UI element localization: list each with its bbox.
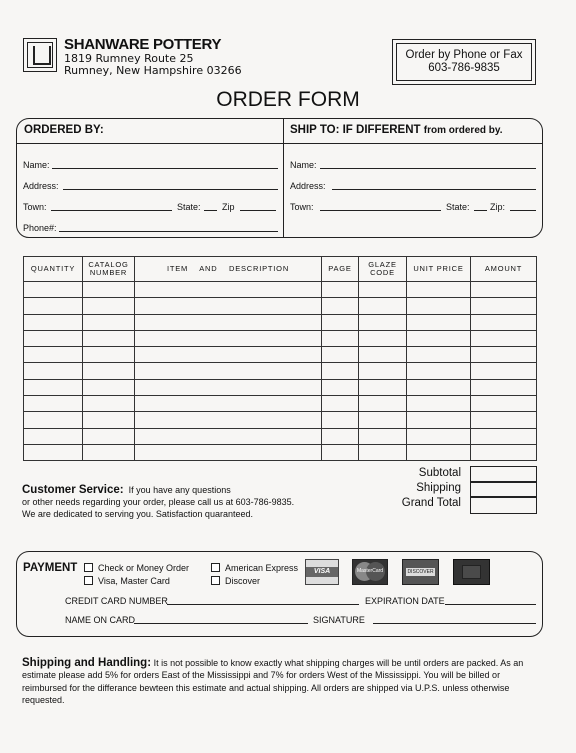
customer-service-line2: or other needs regarding your order, please call us at 603-786-9835. bbox=[22, 497, 295, 507]
table-cell[interactable] bbox=[24, 379, 83, 395]
customer-service-line3: We are dedicated to serving you. Satisfaction quaranteed. bbox=[22, 509, 253, 519]
table-cell[interactable] bbox=[135, 412, 322, 428]
table-cell[interactable] bbox=[24, 347, 83, 363]
ship-name-field[interactable] bbox=[320, 168, 536, 169]
ship-to-heading-main: SHIP TO: IF DIFFERENT bbox=[290, 124, 421, 136]
table-cell[interactable] bbox=[471, 379, 537, 395]
table-cell[interactable] bbox=[407, 314, 471, 330]
table-header-row bbox=[24, 257, 537, 282]
table-cell[interactable] bbox=[135, 298, 322, 314]
discover-card-icon bbox=[402, 559, 439, 585]
table-cell[interactable] bbox=[322, 363, 359, 379]
table-cell[interactable] bbox=[83, 298, 135, 314]
credit-card-number-label: CREDIT CARD NUMBER bbox=[65, 596, 168, 606]
table-cell[interactable] bbox=[407, 444, 471, 460]
table-cell[interactable] bbox=[407, 282, 471, 298]
mastercard-icon bbox=[352, 559, 388, 585]
table-cell[interactable] bbox=[322, 347, 359, 363]
signature-label: SIGNATURE bbox=[313, 615, 365, 625]
company-address-line2: Rumney, New Hampshire 03266 bbox=[64, 64, 242, 77]
discover-card-label: DISCOVER bbox=[407, 569, 434, 575]
table-cell[interactable] bbox=[135, 379, 322, 395]
table-cell[interactable] bbox=[322, 396, 359, 412]
table-cell[interactable] bbox=[359, 347, 407, 363]
table-cell[interactable] bbox=[322, 298, 359, 314]
table-row bbox=[24, 282, 537, 298]
payment-option-visa-label: Visa, Master Card bbox=[98, 576, 170, 586]
table-cell[interactable] bbox=[24, 444, 83, 460]
table-cell[interactable] bbox=[322, 379, 359, 395]
table-cell[interactable] bbox=[407, 379, 471, 395]
table-cell[interactable] bbox=[322, 330, 359, 346]
address-section bbox=[16, 118, 543, 238]
phone-box-line1: Order by Phone or Fax bbox=[405, 49, 523, 61]
table-row bbox=[24, 363, 537, 379]
ordered-name-field[interactable] bbox=[52, 168, 278, 169]
company-name: SHANWARE POTTERY bbox=[64, 36, 222, 53]
table-cell[interactable] bbox=[322, 412, 359, 428]
table-cell[interactable] bbox=[359, 379, 407, 395]
table-cell[interactable] bbox=[24, 412, 83, 428]
table-cell[interactable] bbox=[322, 314, 359, 330]
ship-zip-label: Zip: bbox=[490, 202, 506, 212]
col-catalog-number: CATALOG NUMBER bbox=[83, 257, 135, 282]
table-row bbox=[24, 428, 537, 444]
ship-town-label: Town: bbox=[290, 202, 314, 212]
shipping-handling-heading: Shipping and Handling: bbox=[22, 657, 152, 669]
table-cell[interactable] bbox=[83, 314, 135, 330]
table-row bbox=[24, 444, 537, 460]
items-table bbox=[23, 256, 537, 461]
payment-option-check-label: Check or Money Order bbox=[98, 563, 190, 573]
subtotal-label: Subtotal bbox=[418, 467, 461, 479]
table-cell[interactable] bbox=[407, 412, 471, 428]
ordered-name-label: Name: bbox=[23, 160, 50, 170]
table-cell[interactable] bbox=[359, 298, 407, 314]
table-cell[interactable] bbox=[407, 363, 471, 379]
phone-box bbox=[392, 39, 536, 85]
ship-address-field[interactable] bbox=[332, 189, 536, 190]
table-cell[interactable] bbox=[83, 330, 135, 346]
table-cell[interactable] bbox=[407, 396, 471, 412]
table-cell[interactable] bbox=[83, 347, 135, 363]
shipping-handling-text: It is not possible to know exactly what shipping charges will be until orders are packed. As an estimate please add 5% for orders East of the Mississippi and 7% for orders West of the Mississippi. You will be billed or reimbursed for the differance bewteen this estimate and actual shipping. All orders are shipped via U.P.S. unless otherwise requested. bbox=[22, 658, 524, 705]
ordered-address-field[interactable] bbox=[63, 189, 278, 190]
table-cell[interactable] bbox=[359, 412, 407, 428]
table-cell[interactable] bbox=[471, 396, 537, 412]
col-page: PAGE bbox=[322, 257, 359, 282]
table-cell[interactable] bbox=[135, 444, 322, 460]
name-on-card-label: NAME ON CARD bbox=[65, 615, 136, 625]
table-cell[interactable] bbox=[471, 444, 537, 460]
company-address-line1: 1819 Rumney Route 25 bbox=[64, 52, 194, 65]
ship-state-field[interactable] bbox=[474, 210, 487, 211]
table-cell[interactable] bbox=[83, 444, 135, 460]
table-cell[interactable] bbox=[359, 330, 407, 346]
ship-state-label: State: bbox=[446, 202, 470, 212]
name-on-card-field[interactable] bbox=[134, 623, 308, 624]
table-cell[interactable] bbox=[135, 347, 322, 363]
table-cell[interactable] bbox=[471, 282, 537, 298]
customer-service-line1: If you have any questions bbox=[128, 485, 231, 495]
table-cell[interactable] bbox=[24, 428, 83, 444]
payment-heading: PAYMENT bbox=[23, 562, 78, 574]
table-cell[interactable] bbox=[24, 298, 83, 314]
table-cell[interactable] bbox=[322, 428, 359, 444]
visa-card-label: VISA bbox=[306, 567, 338, 577]
table-cell[interactable] bbox=[359, 314, 407, 330]
table-cell[interactable] bbox=[471, 314, 537, 330]
table-cell[interactable] bbox=[471, 428, 537, 444]
table-row bbox=[24, 379, 537, 395]
table-cell[interactable] bbox=[471, 347, 537, 363]
company-logo bbox=[23, 38, 57, 72]
col-amount: AMOUNT bbox=[471, 257, 537, 282]
payment-option-amex-label: American Express bbox=[225, 563, 299, 573]
table-cell[interactable] bbox=[83, 396, 135, 412]
payment-option-visa[interactable] bbox=[84, 576, 170, 586]
table-cell[interactable] bbox=[83, 412, 135, 428]
ship-name-label: Name: bbox=[290, 160, 317, 170]
table-cell[interactable] bbox=[24, 330, 83, 346]
table-cell[interactable] bbox=[135, 330, 322, 346]
ordered-state-label: State: bbox=[177, 202, 201, 212]
checkbox[interactable] bbox=[211, 563, 220, 572]
grand-total-label: Grand Total bbox=[401, 497, 461, 509]
checkbox[interactable] bbox=[84, 576, 93, 585]
table-row bbox=[24, 330, 537, 346]
shipping-handling-note bbox=[22, 657, 542, 706]
table-row bbox=[24, 298, 537, 314]
table-cell[interactable] bbox=[135, 363, 322, 379]
grand-total-field[interactable] bbox=[470, 496, 537, 514]
checkbox[interactable] bbox=[84, 563, 93, 572]
ordered-state-field[interactable] bbox=[204, 210, 217, 211]
ordered-address-label: Address: bbox=[23, 181, 59, 191]
table-cell[interactable] bbox=[359, 363, 407, 379]
payment-option-discover-label: Discover bbox=[225, 576, 261, 586]
ordered-town-field[interactable] bbox=[51, 210, 172, 211]
table-cell[interactable] bbox=[359, 396, 407, 412]
table-cell[interactable] bbox=[471, 412, 537, 428]
ordered-phone-label: Phone#: bbox=[23, 223, 57, 233]
shipping-label: Shipping bbox=[416, 482, 461, 494]
page-title: ORDER FORM bbox=[216, 88, 360, 111]
table-cell[interactable] bbox=[83, 363, 135, 379]
table-cell[interactable] bbox=[135, 314, 322, 330]
signature-field[interactable] bbox=[373, 623, 536, 624]
ordered-zip-label: Zip bbox=[222, 202, 235, 212]
visa-card-icon bbox=[305, 559, 339, 585]
table-row bbox=[24, 314, 537, 330]
table-cell[interactable] bbox=[407, 298, 471, 314]
col-item-description: ITEM AND DESCRIPTION bbox=[135, 257, 322, 282]
table-cell[interactable] bbox=[407, 330, 471, 346]
table-cell[interactable] bbox=[24, 363, 83, 379]
payment-option-amex[interactable] bbox=[211, 563, 298, 573]
table-cell[interactable] bbox=[471, 363, 537, 379]
payment-option-check[interactable] bbox=[84, 563, 189, 573]
phone-box-line2: 603-786-9835 bbox=[428, 62, 500, 74]
ordered-by-heading: ORDERED BY: bbox=[24, 124, 104, 136]
table-cell[interactable] bbox=[471, 298, 537, 314]
table-row bbox=[24, 412, 537, 428]
table-cell[interactable] bbox=[407, 347, 471, 363]
checkbox[interactable] bbox=[211, 576, 220, 585]
table-cell[interactable] bbox=[83, 282, 135, 298]
table-cell[interactable] bbox=[322, 282, 359, 298]
table-cell[interactable] bbox=[471, 330, 537, 346]
table-cell[interactable] bbox=[135, 396, 322, 412]
table-cell[interactable] bbox=[83, 428, 135, 444]
table-row bbox=[24, 396, 537, 412]
expiration-date-label: EXPIRATION DATE bbox=[365, 596, 445, 606]
mastercard-label: MasterCard bbox=[356, 568, 384, 574]
ship-town-field[interactable] bbox=[320, 210, 441, 211]
expiration-date-field[interactable] bbox=[445, 604, 536, 605]
col-quantity: QUANTITY bbox=[24, 257, 83, 282]
table-cell[interactable] bbox=[359, 444, 407, 460]
table-cell[interactable] bbox=[359, 428, 407, 444]
ship-to-heading bbox=[290, 124, 502, 136]
table-cell[interactable] bbox=[24, 314, 83, 330]
col-unit-price: UNIT PRICE bbox=[407, 257, 471, 282]
table-cell[interactable] bbox=[135, 282, 322, 298]
payment-option-discover[interactable] bbox=[211, 576, 260, 586]
table-cell[interactable] bbox=[83, 379, 135, 395]
table-cell[interactable] bbox=[359, 282, 407, 298]
table-cell[interactable] bbox=[24, 396, 83, 412]
ship-zip-field[interactable] bbox=[510, 210, 536, 211]
table-cell[interactable] bbox=[24, 282, 83, 298]
ordered-zip-field[interactable] bbox=[240, 210, 276, 211]
col-glaze-code: GLAZE CODE bbox=[359, 257, 407, 282]
ship-to-heading-note: from ordered by. bbox=[423, 125, 503, 136]
table-row bbox=[24, 347, 537, 363]
table-cell[interactable] bbox=[135, 428, 322, 444]
customer-service-heading: Customer Service: bbox=[22, 484, 124, 496]
ship-address-label: Address: bbox=[290, 181, 326, 191]
table-cell[interactable] bbox=[407, 428, 471, 444]
customer-service bbox=[22, 484, 294, 520]
table-cell[interactable] bbox=[322, 444, 359, 460]
ordered-phone-field[interactable] bbox=[59, 231, 278, 232]
ordered-town-label: Town: bbox=[23, 202, 47, 212]
amex-card-icon bbox=[453, 559, 490, 585]
credit-card-number-field[interactable] bbox=[167, 604, 359, 605]
